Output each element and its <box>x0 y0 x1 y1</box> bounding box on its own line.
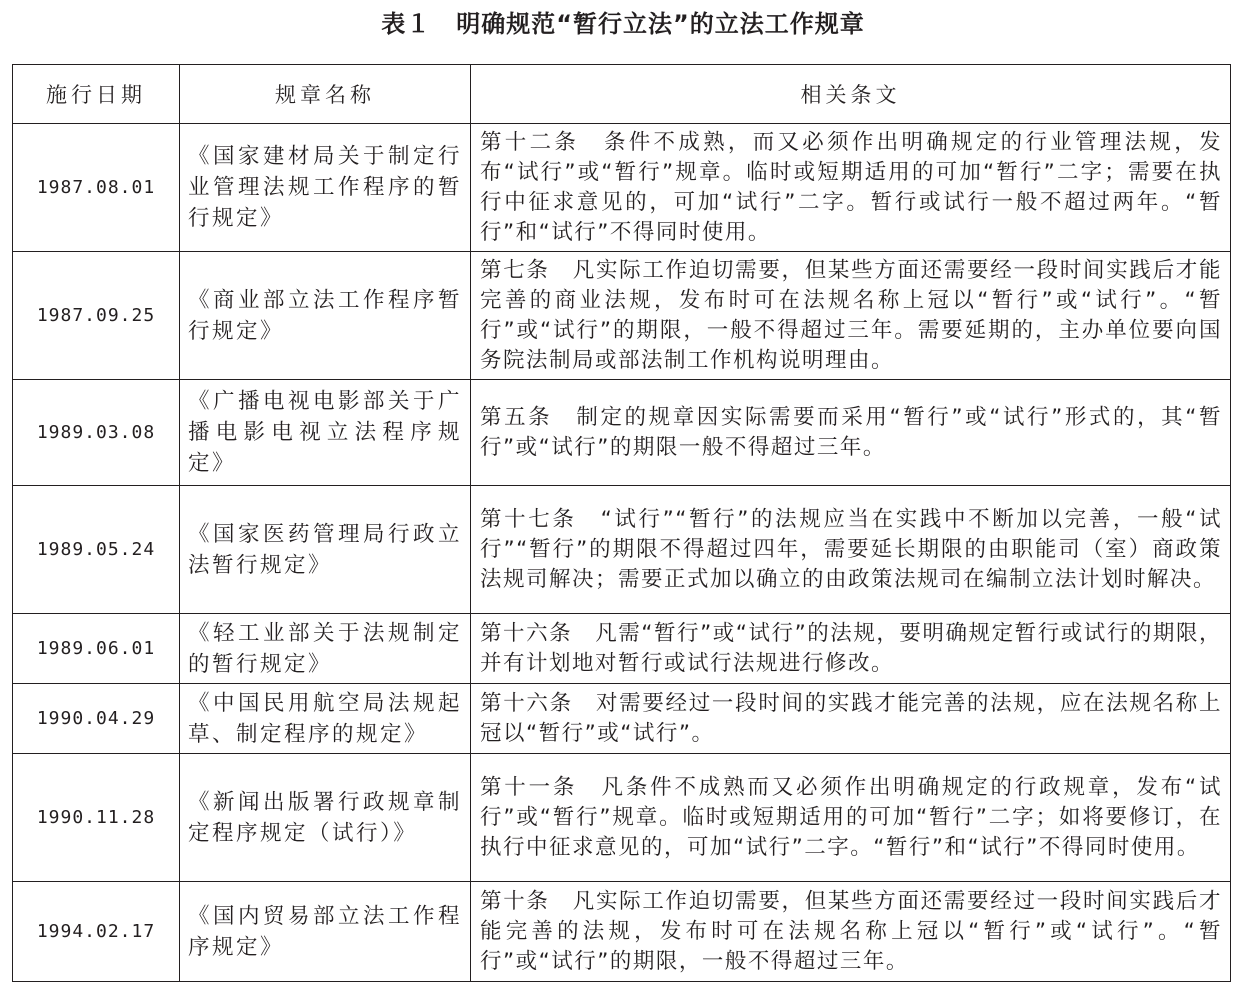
table-row <box>13 754 1231 882</box>
header-name: 规章名称 <box>180 65 471 124</box>
row-name: 《广播电视电影部关于广播电影电视立法程序规定》 <box>180 380 471 486</box>
row-text: 第五条 制定的规章因实际需要而采用“暂行”或“试行”形式的，其“暂行”或“试行”的期限一般不得超过三年。 <box>471 380 1231 486</box>
table-row <box>13 486 1231 614</box>
row-name: 《新闻出版署行政规章制定程序规定（试行）》 <box>180 754 471 882</box>
table-row <box>13 882 1231 982</box>
row-name: 《国内贸易部立法工作程序规定》 <box>180 882 471 982</box>
row-date: 1987.08.01 <box>13 124 180 252</box>
table-row <box>13 124 1231 252</box>
row-text: 第十二条 条件不成熟，而又必须作出明确规定的行业管理法规，发布“试行”或“暂行”规章。临时或短期适用的可加“暂行”二字；需要在执行中征求意见的，可加“试行”二字。暂行或试行一般不超过两年。“暂行”和“试行”不得同时使用。 <box>471 124 1231 252</box>
regulations-table <box>12 64 1231 982</box>
row-date: 1989.06.01 <box>13 614 180 684</box>
row-text: 第十六条 凡需“暂行”或“试行”的法规，要明确规定暂行或试行的期限，并有计划地对暂行或试行法规进行修改。 <box>471 614 1231 684</box>
row-date: 1990.04.29 <box>13 684 180 754</box>
row-date: 1987.09.25 <box>13 252 180 380</box>
table-row <box>13 614 1231 684</box>
header-row <box>13 65 1231 124</box>
row-text: 第十六条 对需要经过一段时间的实践才能完善的法规，应在法规名称上冠以“暂行”或“试行”。 <box>471 684 1231 754</box>
row-date: 1994.02.17 <box>13 882 180 982</box>
table-row <box>13 252 1231 380</box>
row-text: 第十一条 凡条件不成熟而又必须作出明确规定的行政规章，发布“试行”或“暂行”规章。临时或短期适用的可加“暂行”二字；如将要修订，在执行中征求意见的，可加“试行”二字。“暂行”和“试行”不得同时使用。 <box>471 754 1231 882</box>
row-name: 《国家建材局关于制定行业管理法规工作程序的暂行规定》 <box>180 124 471 252</box>
header-date: 施行日期 <box>13 65 180 124</box>
row-date: 1989.05.24 <box>13 486 180 614</box>
row-name: 《轻工业部关于法规制定的暂行规定》 <box>180 614 471 684</box>
row-name: 《商业部立法工作程序暂行规定》 <box>180 252 471 380</box>
row-text: 第十七条 “试行”“暂行”的法规应当在实践中不断加以完善，一般“试行”“暂行”的期限不得超过四年，需要延长期限的由职能司（室）商政策法规司解决；需要正式加以确立的由政策法规司在编制立法计划时解决。 <box>471 486 1231 614</box>
table-row <box>13 684 1231 754</box>
header-text: 相关条文 <box>471 65 1231 124</box>
row-text: 第十条 凡实际工作迫切需要，但某些方面还需要经过一段时间实践后才能完善的法规，发布时可在法规名称上冠以“暂行”或“试行”。“暂行”或“试行”的期限，一般不得超过三年。 <box>471 882 1231 982</box>
row-date: 1990.11.28 <box>13 754 180 882</box>
row-text: 第七条 凡实际工作迫切需要，但某些方面还需要经一段时间实践后才能完善的商业法规，发布时可在法规名称上冠以“暂行”或“试行”。“暂行”或“试行”的期限，一般不得超过三年。需要延期的，主办单位要向国务院法制局或部法制工作机构说明理由。 <box>471 252 1231 380</box>
row-date: 1989.03.08 <box>13 380 180 486</box>
table-row <box>13 380 1231 486</box>
row-name: 《国家医药管理局行政立法暂行规定》 <box>180 486 471 614</box>
table-title: 表１ 明确规范“暂行立法”的立法工作规章 <box>381 10 865 38</box>
row-name: 《中国民用航空局法规起草、制定程序的规定》 <box>180 684 471 754</box>
